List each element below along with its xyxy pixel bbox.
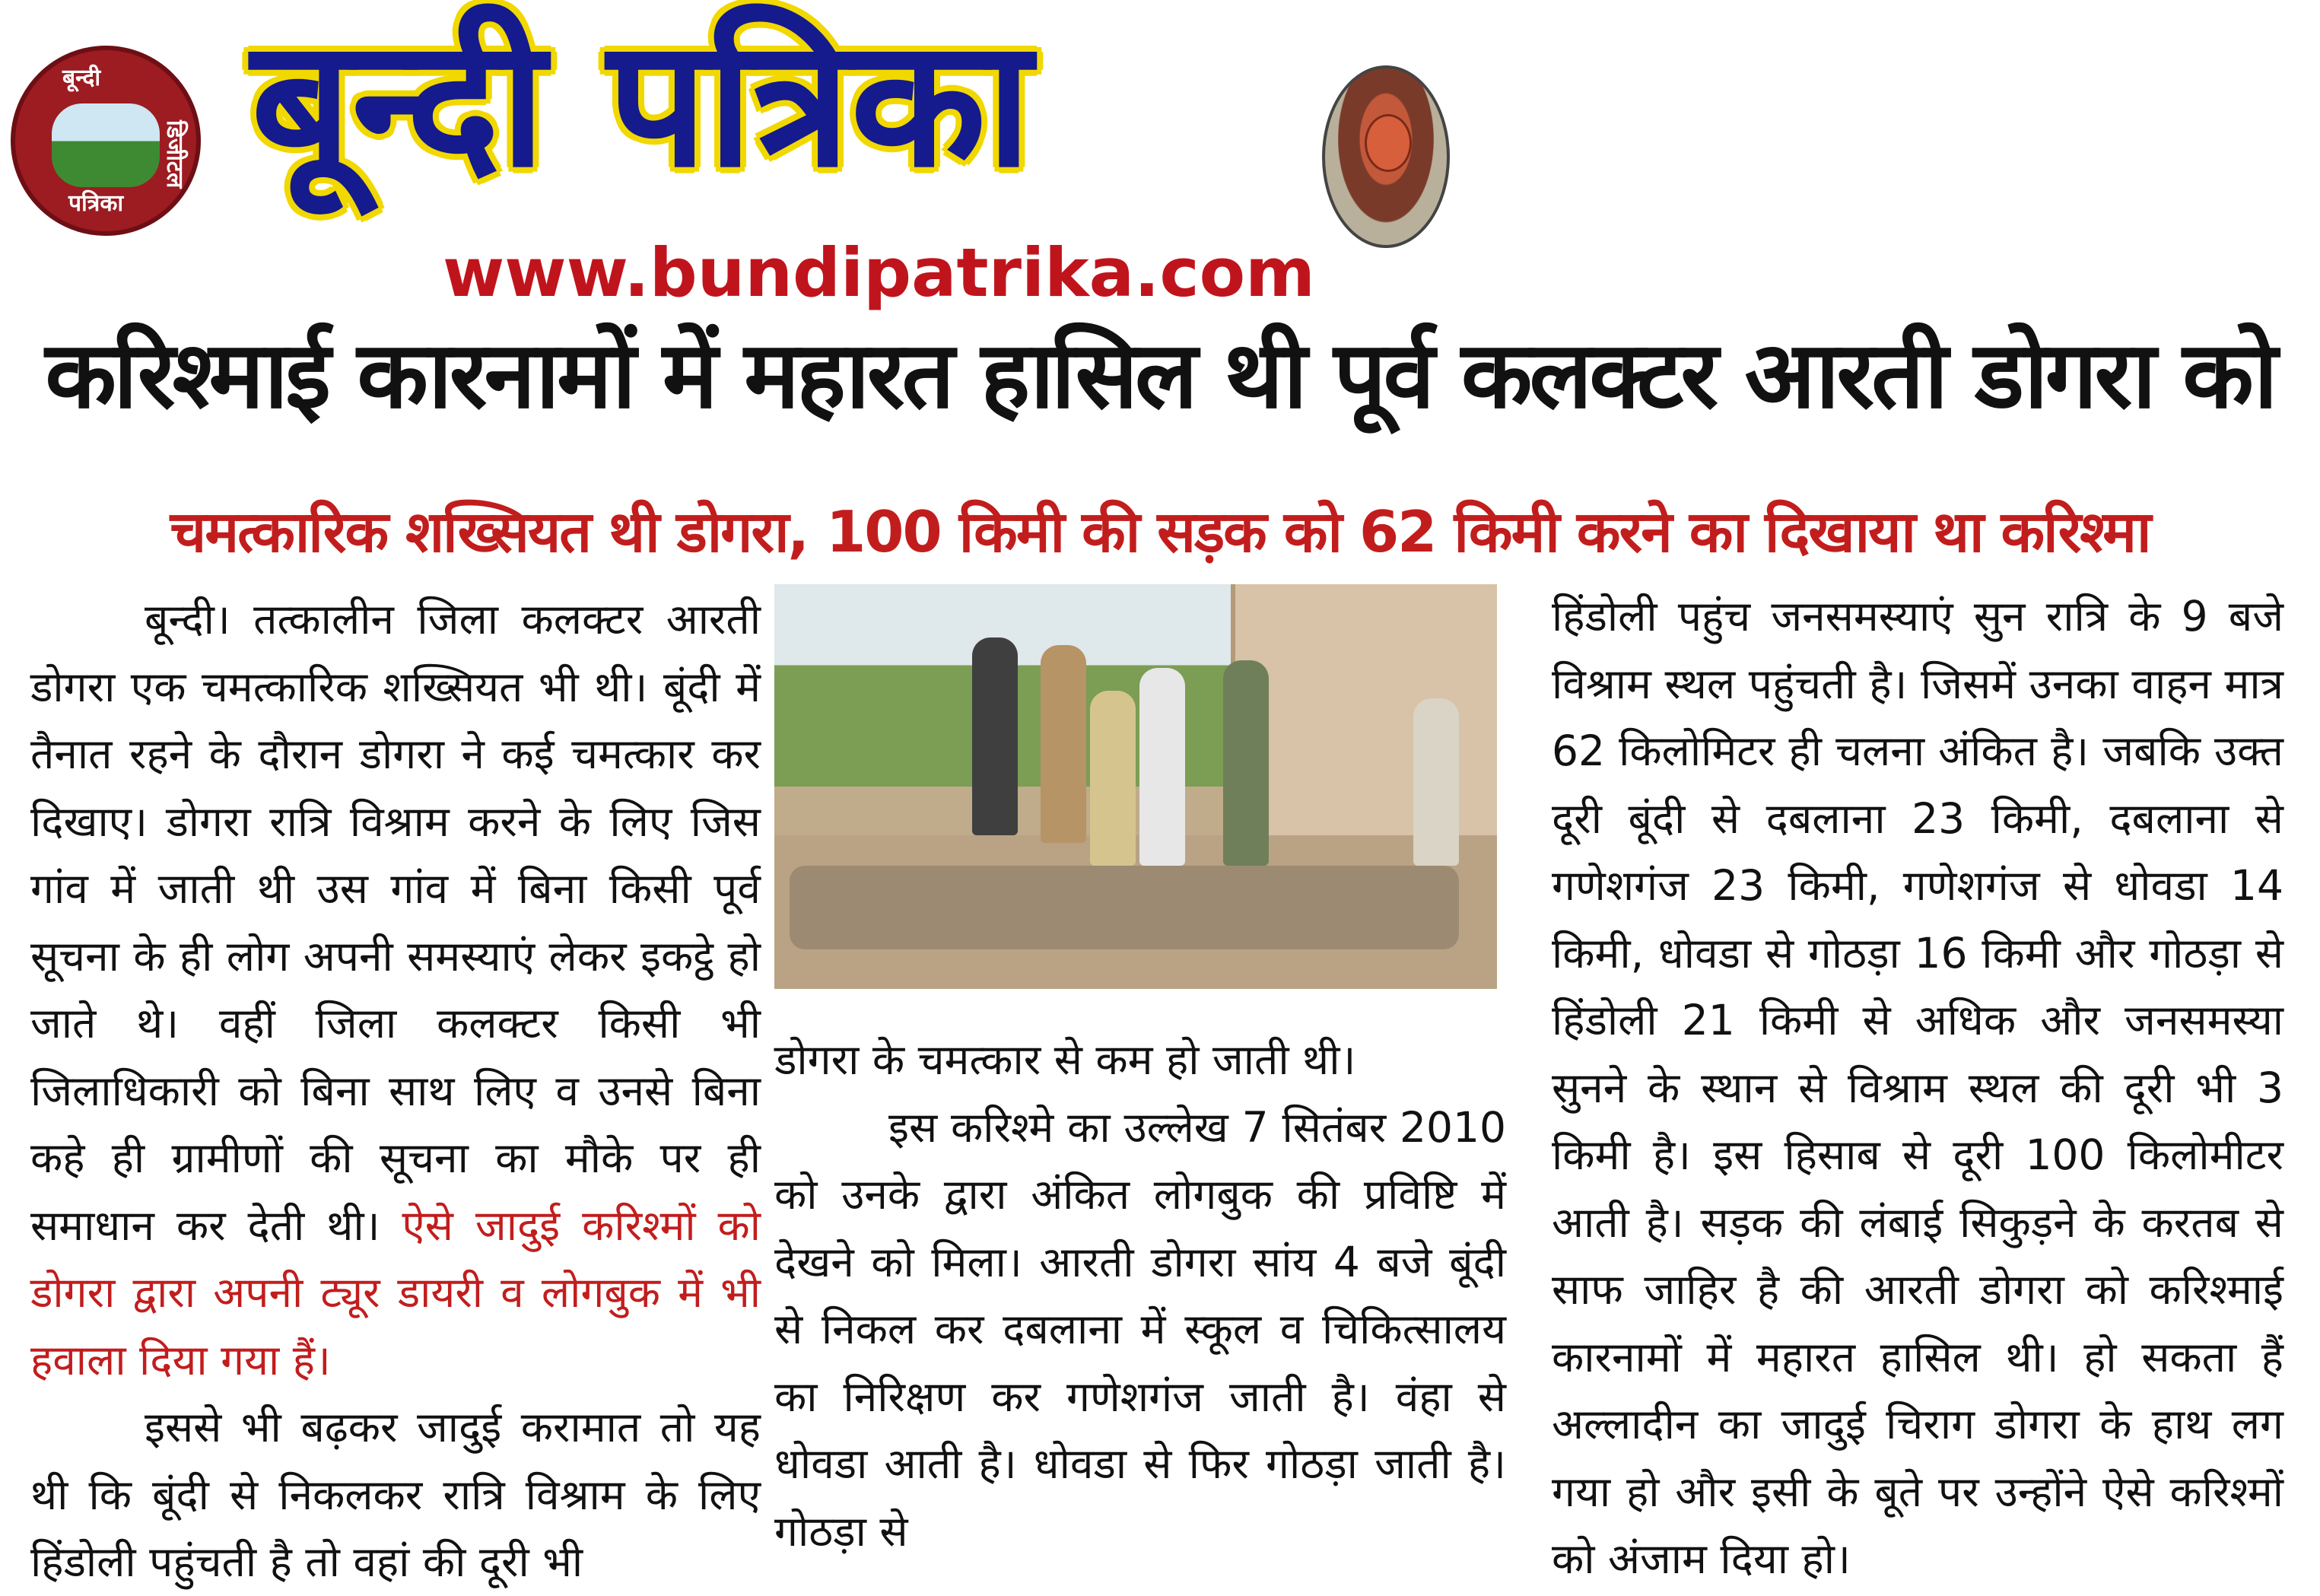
deity-image <box>1322 65 1450 248</box>
article-column-1 <box>30 586 761 1596</box>
logo-text-bottom: पत्रिका <box>68 190 124 217</box>
photo-person <box>1139 668 1185 866</box>
article-column-3 <box>1552 583 2283 1593</box>
article-subheadline: चमत्कारिक शख्सियत थी डोगरा, 100 किमी की सड़क को 62 किमी करने का दिखाया था करिश्मा <box>170 498 2150 565</box>
article-column-2 <box>774 1026 1506 1565</box>
column-3-paragraph-1: हिंडोली पहुंच जनसमस्याएं सुन रात्रि के 9 बजे विश्राम स्थल पहुंचती है। जिसमें उनका वाहन मात्र 62 किलोमिटर ही चलना अंकित है। जबकि उक्त दूरी बूंदी से दबलाना 23 किमी, दबलाना से गणेशगंज 23 किमी, गणेशगंज से धोवडा 14 किमी, धोवडा से गोठड़ा 16 किमी और गोठड़ा से हिंडोली 21 किमी से अधिक और जनसमस्या सुनने के स्थान से विश्राम स्थल की दूरी भी 3 किमी है। इस हिसाब से दूरी 100 किलोमीटर आती है। सड़क की लंबाई सिकुड़ने के करतब से साफ जाहिर है की आरती डोगरा को करिश्माई कारनामों में महारत हासिल थी। हो सकता हैं अल्लादीन का जादुई चिराग डोगरा के हाथ लग गया हो और इसी के बूते पर उन्होंने ऐसे करिश्मों को अंजाम दिया हो। <box>1552 592 2283 1583</box>
masthead <box>228 1 1339 312</box>
column-1-text: बून्दी। तत्कालीन जिला कलक्टर आरती डोगरा एक चमत्कारिक शख्सियत भी थी। बूंदी में तैनात रहने के दौरान डोगरा ने कई चमत्कार कर दिखाए। डोगरा रात्रि विश्राम करने के लिए जिस गांव में जाती थी उस गांव में बिना किसी पूर्व सूचना के ही लोग अपनी समस्याएं लेकर इकट्ठे हो जाते थे। वहीं जिला कलक्टर किसी भी जिलाधिकारी को बिना साथ लिए व उनसे बिना कहे ही ग्रामीणों की सूचना का मौके पर ही समाधान कर देती थी। <box>30 595 761 1250</box>
photo-person <box>972 637 1018 835</box>
article-photo <box>774 584 1497 989</box>
photo-person <box>1413 698 1459 866</box>
deity-face <box>1365 114 1412 172</box>
masthead-url[interactable]: www.bundipatrika.com <box>443 234 1315 312</box>
column-1-paragraph-1 <box>30 586 761 1394</box>
photo-person <box>1223 660 1269 866</box>
photo-person <box>1090 691 1136 866</box>
photo-rock-slab <box>790 866 1459 949</box>
logo-text-side: डिजीटल <box>161 120 188 189</box>
masthead-title: बून्दी पत्रिका <box>251 1 1032 206</box>
column-1-paragraph-2: इससे भी बढ़कर जादुई करामात तो यह थी कि बूंदी से निकलकर रात्रि विश्राम के लिए हिंडोली पहुंचती है तो वहां की दूरी भी <box>30 1403 761 1586</box>
column-1-highlight: ऐसे जादुई करिश्मों को डोगरा द्वारा अपनी ट्यूर डायरी व लोगबुक में भी हवाला दिया गया हैं। <box>30 1200 761 1385</box>
newspaper-logo <box>11 46 201 236</box>
logo-farmer-image <box>52 103 160 187</box>
article-headline: करिश्माई कारनामों में महारत हासिल थी पूर्व कलक्टर आरती डोगरा को <box>45 321 2275 429</box>
photo-person <box>1041 645 1086 843</box>
logo-text-top: बून्दी <box>62 65 101 91</box>
column-2-paragraph-2: इस करिश्मे का उल्लेख 7 सितंबर 2010 को उनके द्वारा अंकित लोगबुक की प्रविष्टि में देखने को मिला। आरती डोगरा सांय 4 बजे बूंदी से निकल कर दबलाना में स्कूल व चिकित्सालय का निरिक्षण कर गणेशगंज जाती है। वंहा से धोवडा आती है। धोवडा से फिर गोठड़ा जाती है। गोठड़ा से <box>774 1102 1506 1556</box>
column-2-paragraph-1: डोगरा के चमत्कार से कम हो जाती थी। <box>774 1035 1356 1084</box>
